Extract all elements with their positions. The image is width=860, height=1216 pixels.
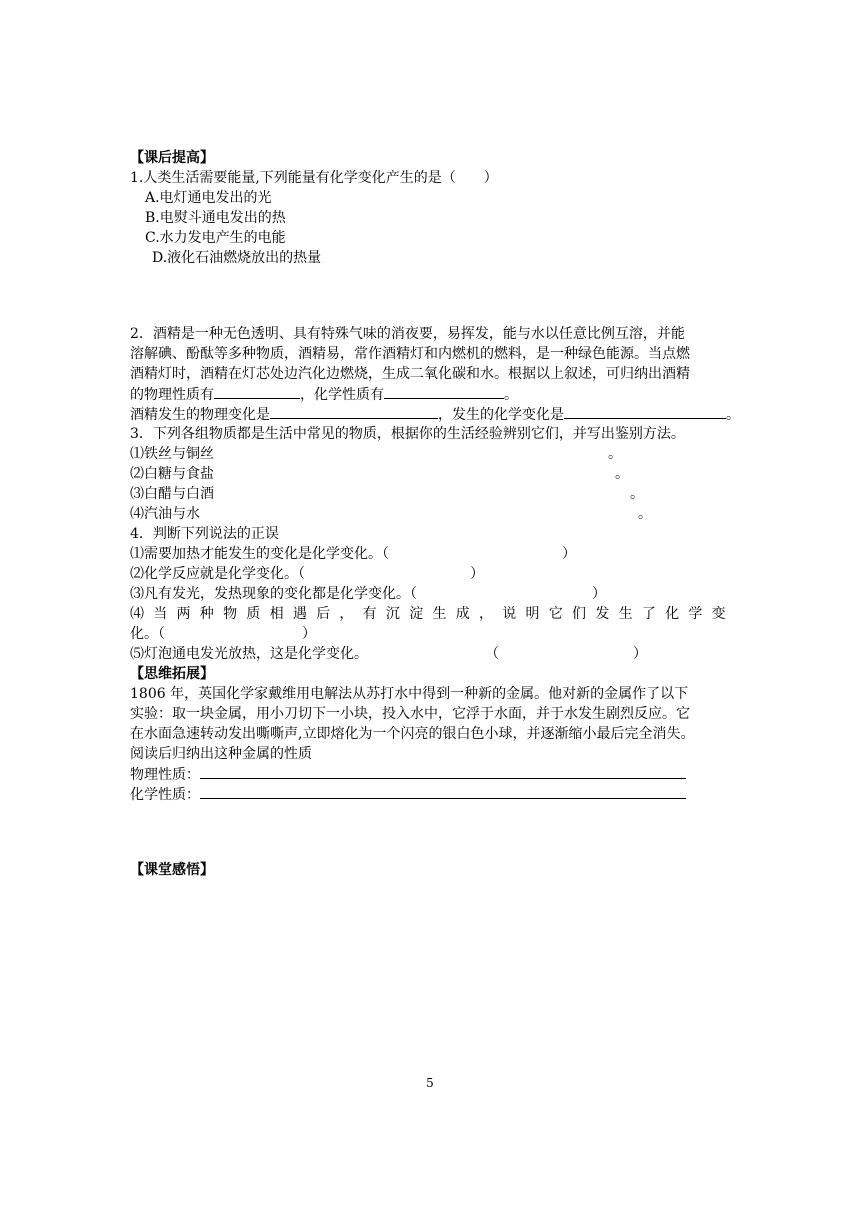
end-mark: 。 [630,486,644,502]
item-text: ⑸灯泡通电发光放热，这是化学变化。 [130,646,368,662]
char: 说 [502,606,517,622]
extension-line-3: 在水面急速转动发出嘶嘶声,立即熔化为一个闪亮的银白色小球，并逐渐缩小最后完全消失。 [130,726,695,742]
char: 当 [153,606,168,622]
question-4-item-4 [130,604,726,624]
section-heading-thinking: 【思维拓展】 [130,666,214,682]
question-2-fill-line-2 [130,404,740,424]
close-paren: ） [470,566,484,582]
physical-property-blank[interactable] [214,384,300,399]
question-4-item-2 [130,564,730,584]
char: 质 [246,606,261,622]
chemical-property-line [130,784,730,804]
char: 两 [176,606,191,622]
physical-property-answer-blank[interactable] [200,764,686,779]
chemical-change-blank[interactable] [564,404,726,419]
open-paren: （ [485,646,499,662]
question-1-stem: 1.人类生活需要能量,下列能量有化学变化产生的是（ ） [130,170,498,186]
physical-property-label: 物理性质： [130,767,200,783]
question-4-item-4-continued [130,624,730,644]
question-1-option-d: D.液化石油燃烧放出的热量 [152,250,322,266]
char: 变 [711,606,726,622]
char: 明 [525,606,540,622]
fill-middle: ，化学性质有 [300,387,384,403]
char: 种 [199,606,214,622]
close-paren: ） [302,626,316,642]
item-text: 化。（ [130,626,165,642]
question-3-stem: 3．下列各组物质都是生活中常见的物质，根据你的生活经验辨别它们，并写出鉴别方法。 [130,426,685,442]
extension-line-4: 阅读后归纳出这种金属的性质 [130,746,312,762]
section-heading-after-class: 【课后提高】 [130,150,214,166]
question-4-item-5 [130,644,730,664]
question-2-line-2: 溶解碘、酚酞等多种物质，酒精易，常作酒精灯和内燃机的燃料，是一种绿色能源。当点燃 [130,346,690,362]
chemical-property-blank[interactable] [384,384,504,399]
char: 成 [455,606,470,622]
char: 遇 [292,606,307,622]
char: 学 [688,606,703,622]
char: 发 [595,606,610,622]
end-mark: 。 [638,506,652,522]
char: 有 [362,606,377,622]
char: 了 [641,606,656,622]
close-paren: ） [562,546,576,562]
chemical-property-label: 化学性质： [130,787,200,803]
end-mark: 。 [608,446,622,462]
char: ， [478,606,493,622]
chemical-property-answer-blank[interactable] [200,784,686,799]
question-4-item-1 [130,544,730,564]
question-2-fill-line-1 [130,384,730,404]
spacer [130,804,730,860]
question-3-item-3 [130,484,730,504]
question-2-line-1: 2．酒精是一种无色透明、具有特殊气味的消夜要，易挥发，能与水以任意比例互溶，并能 [130,326,685,342]
char: ⑷ [130,606,144,622]
worksheet-page [130,148,740,880]
char: 淀 [409,606,424,622]
char: 相 [269,606,284,622]
fill-middle: ，发生的化学变化是 [438,407,564,423]
fill-end: 。 [504,387,518,403]
question-1-option-c: C.水力发电产生的电能 [145,230,286,246]
item-text: ⑶白醋与白酒 [130,486,214,502]
extension-line-1: 1806 年，英国化学家戴维用电解法从苏打水中得到一种新的金属。他对新的金属作了以下 [130,686,689,702]
char: 后 [316,606,331,622]
close-paren: ） [592,586,606,602]
question-1-option-a: A.电灯通电发出的光 [145,190,272,206]
char: 化 [665,606,680,622]
page-number: 5 [426,1076,434,1090]
char: 生 [618,606,633,622]
char: ， [339,606,354,622]
item-text: ⑴铁丝与铜丝 [130,446,214,462]
fill-end: 。 [726,407,740,423]
question-4-item-3 [130,584,730,604]
extension-line-2: 实验：取一块金属，用小刀切下一小块，投入水中，它浮于水面，并于水发生剧烈反应。它 [130,706,690,722]
fill-prefix: 的物理性质有 [130,387,214,403]
close-paren: ） [633,646,647,662]
fill-prefix: 酒精发生的物理变化是 [130,407,270,423]
char: 生 [432,606,447,622]
spacer [130,268,730,324]
physical-property-line [130,764,730,784]
char: 沉 [385,606,400,622]
char: 物 [223,606,238,622]
question-2-line-3: 酒精灯时，酒精在灯芯处边汽化边燃烧，生成二氧化碳和水。根据以上叙述，可归纳出酒精 [130,366,690,382]
item-text: ⑵白糖与食盐 [130,466,214,482]
end-mark: 。 [615,466,629,482]
question-3-item-1 [130,444,730,464]
question-3-item-4 [130,504,730,524]
question-4-stem: 4．判断下列说法的正误 [130,526,279,542]
physical-change-blank[interactable] [270,404,438,419]
question-3-item-2 [130,464,730,484]
item-text: ⑵化学反应就是化学变化。（ [130,566,305,582]
section-heading-reflection: 【课堂感悟】 [130,862,214,878]
item-text: ⑴需要加热才能发生的变化是化学变化。（ [130,546,389,562]
item-text: ⑷汽油与水 [130,506,200,522]
char: 们 [572,606,587,622]
item-text: ⑶凡有发光，发热现象的变化都是化学变化。（ [130,586,417,602]
question-1-option-b: B.电熨斗通电发出的热 [145,210,286,226]
char: 它 [548,606,563,622]
